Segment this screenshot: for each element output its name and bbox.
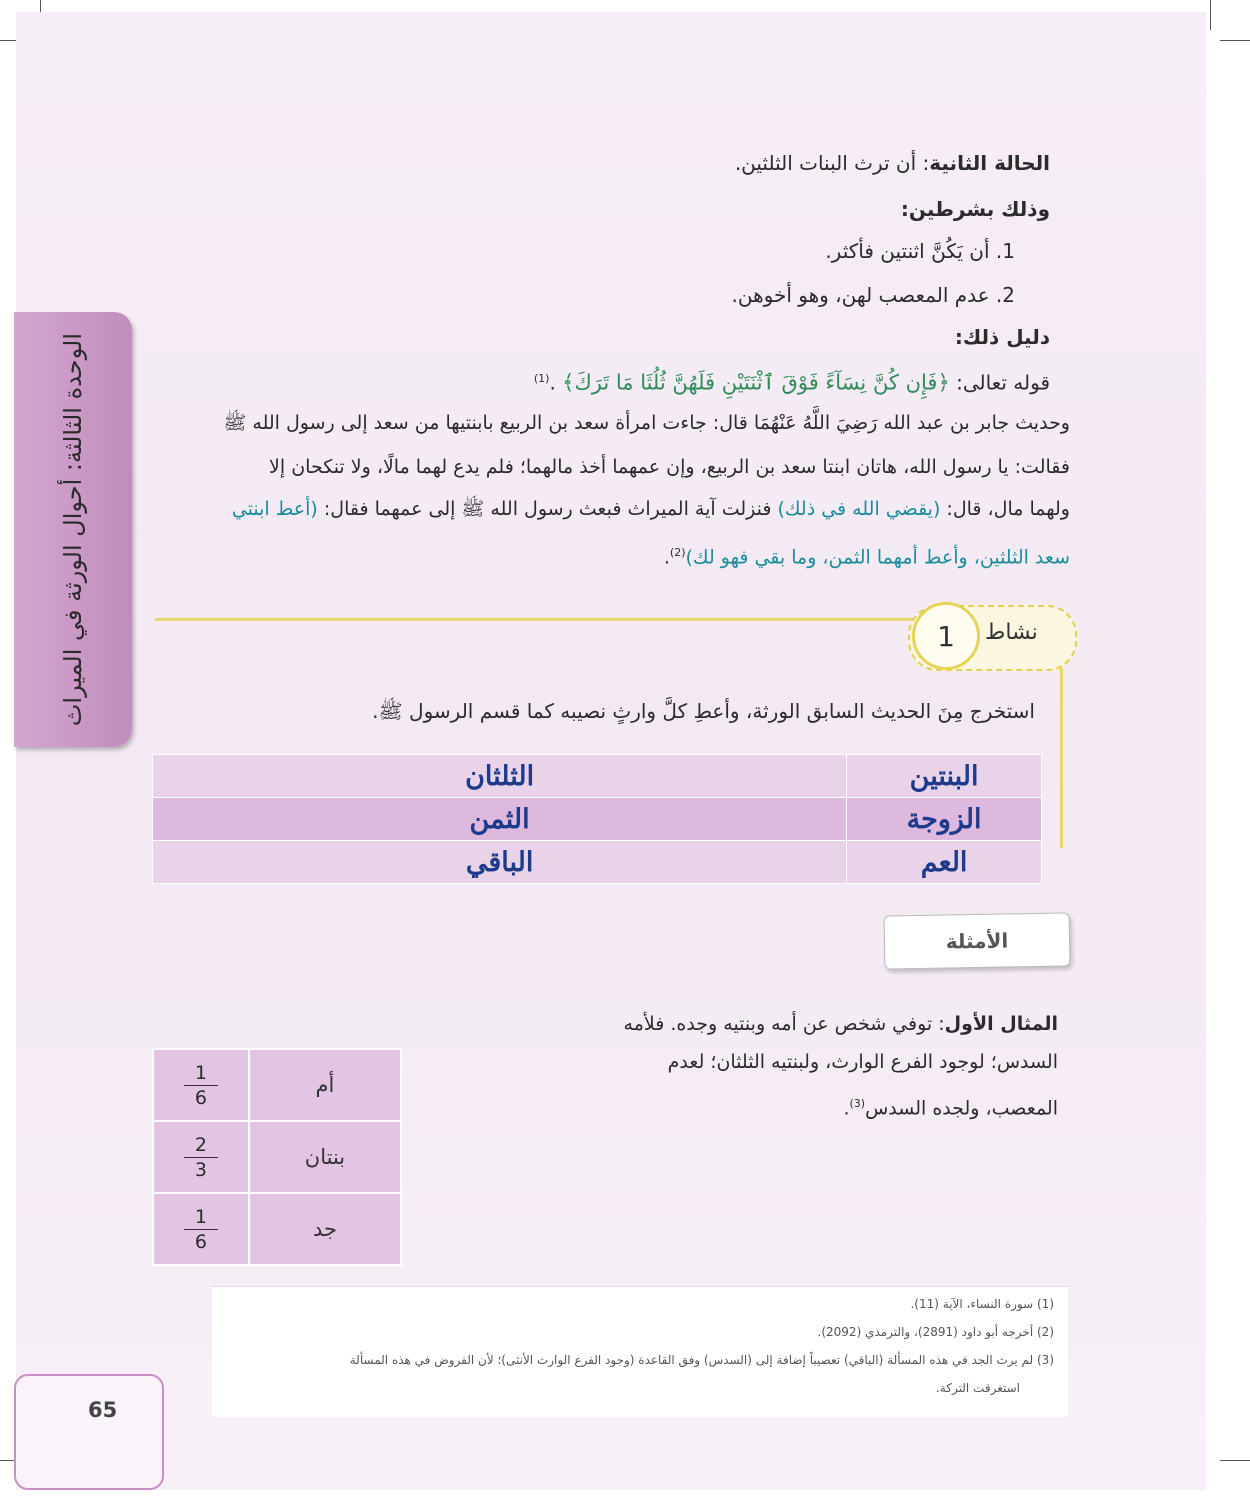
- hadith-text: فنزلت آية الميراث فبعث رسول الله ﷺ إلى عمهما فقال:: [317, 498, 778, 520]
- fraction-cell: [153, 1193, 249, 1265]
- footnote-ref: (3): [849, 1097, 866, 1110]
- condition-text: عدم المعصب لهن، وهو أخوهن.: [731, 283, 990, 307]
- table-row: [153, 1049, 401, 1121]
- unit-title: الوحدة الثالثة: أحوال الورثة في الميراث: [59, 332, 87, 727]
- answer-table: [152, 754, 1042, 884]
- footnote: (3) لم يرث الجد في هذه المسألة (الباقي) تعصيباً إضافة إلى (السدس) وفق القاعدة (وجود الفرع الوارث الأنثى)؛ لأن الفروض في هذه المسألة: [349, 1353, 1054, 1367]
- hadith-quote: (أعط ابنتي: [231, 498, 318, 520]
- hadith-text: .: [663, 546, 670, 569]
- example-label: المثال الأول: [944, 1013, 1058, 1035]
- hadith-text: ولهما مال، قال:: [940, 498, 1070, 520]
- condition-text: أن يَكُنَّ اثنتين فأكثر.: [825, 239, 990, 263]
- heir-cell[interactable]: [847, 755, 1042, 798]
- case-two-label: الحالة الثانية: [929, 151, 1050, 175]
- condition-number: 1.: [995, 239, 1015, 263]
- fraction-table: [152, 1048, 402, 1266]
- hadith-line-3: [232, 494, 1070, 524]
- hadith-quote: (يقضي الله في ذلك): [777, 498, 941, 520]
- heir-cell: أم: [249, 1049, 401, 1121]
- share-cell[interactable]: [153, 755, 847, 798]
- verse-line: [534, 364, 1050, 398]
- activity-divider-vertical: [1060, 668, 1063, 848]
- table-row: [153, 1121, 401, 1193]
- table-row: [153, 798, 1042, 841]
- hadith-quote: سعد الثلثين، وأعط أمهما الثمن، وما بقي فهو لك): [685, 546, 1070, 569]
- heir-answer: العم: [920, 846, 968, 878]
- fraction-cell: [153, 1121, 249, 1193]
- hadith-line-1: وحديث جابر بن عبد الله رَضِيَ اللَّهُ عَنْهُمَا قال: جاءت امرأة سعد بن الربيع بابنتيها من سعد إلى رسول الله ﷺ: [223, 412, 1070, 434]
- evidence-heading: دليل ذلك:: [954, 325, 1050, 349]
- heir-answer: البنتين: [909, 760, 979, 792]
- footnote-ref: (1): [533, 372, 550, 385]
- table-row: [153, 755, 1042, 798]
- heir-cell: بنتان: [249, 1121, 401, 1193]
- share-cell[interactable]: [153, 841, 847, 884]
- verse-prefix: قوله تعالى:: [949, 370, 1050, 395]
- fraction-numerator: 2: [184, 1133, 218, 1158]
- fraction-denominator: 3: [194, 1158, 208, 1181]
- condition-number: 2.: [995, 283, 1015, 307]
- fraction: [184, 1205, 218, 1254]
- examples-tab-label: الأمثلة: [945, 928, 1009, 954]
- conditions-heading: وذلك بشرطين:: [900, 197, 1050, 221]
- activity-label: نشاط: [985, 620, 1038, 645]
- heir-cell[interactable]: [847, 841, 1042, 884]
- examples-tab: [884, 912, 1071, 969]
- verse-suffix: .: [549, 370, 563, 395]
- heir-cell[interactable]: [847, 798, 1042, 841]
- footnote: (1) سورة النساء، الآية (11).: [910, 1297, 1054, 1311]
- example-text: المعصب، ولجده السدس: [865, 1097, 1058, 1120]
- activity-divider: [155, 618, 915, 621]
- fraction-numerator: 1: [184, 1061, 218, 1086]
- page-number-box: [14, 1374, 164, 1490]
- hadith-line-2: فقالت: يا رسول الله، هاتان ابنتا سعد بن الربيع، وإن عمهما أخذ مالهما؛ فلم يدع لهما مالًا، ولا تنكحان إلا: [269, 456, 1070, 478]
- hadith-line-4: [664, 538, 1070, 572]
- footnote: استغرقت التركة.: [936, 1381, 1020, 1395]
- fraction: [184, 1061, 218, 1110]
- unit-side-tab-label: [14, 312, 132, 747]
- crop-mark: [1220, 1460, 1250, 1461]
- page-background: [16, 12, 1206, 1490]
- table-row: [153, 1193, 401, 1265]
- activity-number-badge: 1: [912, 602, 980, 670]
- table-row: [153, 841, 1042, 884]
- share-answer: الباقي: [465, 846, 534, 878]
- crop-mark: [1220, 40, 1250, 41]
- example-line-1: [558, 1010, 1058, 1038]
- share-answer: الثلثان: [465, 760, 535, 792]
- fraction-denominator: 6: [194, 1230, 208, 1253]
- example-text: : توفي شخص عن أمه وبنتيه وجده. فلأمه: [623, 1013, 945, 1035]
- crop-mark: [1210, 0, 1211, 30]
- condition-item: [732, 280, 1015, 310]
- example-line-3: [558, 1090, 1058, 1122]
- heir-answer: الزوجة: [906, 803, 982, 835]
- footnote: (2) أخرجه أبو داود (2891)، والترمذي (2092).: [817, 1325, 1054, 1339]
- heir-cell: جد: [249, 1193, 401, 1265]
- condition-item: [825, 236, 1015, 266]
- example-line-2: السدس؛ لوجود الفرع الوارث، ولبنتيه الثلثان؛ لعدم: [667, 1051, 1058, 1073]
- fraction-cell: [153, 1049, 249, 1121]
- example-text: .: [843, 1097, 850, 1120]
- fraction-denominator: 6: [194, 1086, 208, 1109]
- quran-verse: ﴿فَإِن كُنَّ نِسَآءً فَوْقَ ٱثْنَتَيْنِ فَلَهُنَّ ثُلُثَا مَا تَرَكَ﴾: [562, 370, 950, 395]
- fraction-numerator: 1: [184, 1205, 218, 1230]
- case-two-line: [735, 148, 1050, 178]
- activity-instruction: استخرج مِنَ الحديث السابق الورثة، وأعطِ كلَّ وارثٍ نصيبه كما قسم الرسول ﷺ.: [372, 699, 1035, 723]
- case-two-text: : أن ترث البنات الثلثين.: [734, 151, 930, 175]
- share-cell[interactable]: [153, 798, 847, 841]
- share-answer: الثمن: [469, 803, 530, 835]
- footnotes-box: [212, 1286, 1068, 1417]
- fraction: [184, 1133, 218, 1182]
- footnote-ref: (2): [669, 546, 686, 559]
- page-number: 65: [88, 1398, 118, 1422]
